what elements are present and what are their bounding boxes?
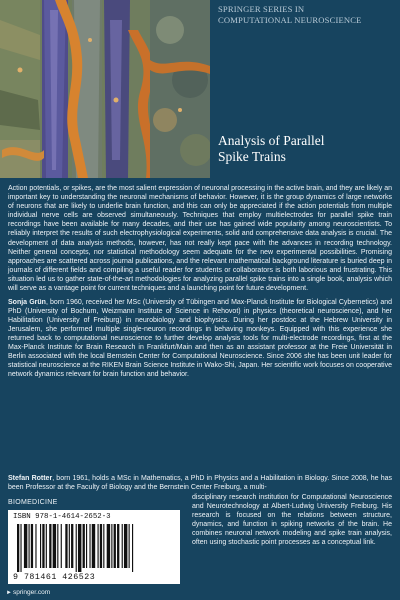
author-bio-grun — [8, 298, 392, 380]
author-name-rotter: Stefan Rotter — [8, 475, 53, 482]
subject-category: BIOMEDICINE — [8, 499, 58, 506]
series-line-1: SPRINGER SERIES IN — [218, 4, 305, 14]
website-text: springer.com — [12, 589, 51, 596]
author-name-grun: Sonja Grün — [8, 298, 46, 306]
title-line-1: Analysis of Parallel — [218, 133, 325, 148]
author-bio-grun-text: , born 1960, received her MSc (University of Tübingen and Max-Planck Institute for Biological Cybernetics) and PhD (University of Bochum, Weizmann Institute of Science in Rehovot) in physics (theoretical neuroscience), and her Habilitation (University of Freiburg) in neurobiology and biophysics. During her postdoc at the Hebrew University in Jerusalem, she performed multiple single-neuron recordings in behaving monkeys. Equipped with this experience she returned back to computational neuroscience to further develop analysis tools for multi-electrode recordings, first at the Max-Planck Institute for Brain Research in Frankfurt/Main and then as an assistant professor at the Freie Universität in Berlin associated with the local Bernstein Center for Computational Neuroscience. Since 2006 she has been unit leader for statistical neuroscience at the RIKEN Brain Science Institute in Wako-Shi, Japan. Her scientific work focuses on cooperative network dynamics relevant for brain function and behavior. — [8, 298, 392, 379]
isbn-label: ISBN 978-1-4614-2652-3 — [13, 513, 111, 521]
back-cover-text — [8, 184, 392, 384]
barcode-image — [13, 524, 175, 572]
author-bio-rotter-text-a: , born 1961, holds a MSc in Mathematics, a PhD in Physics and a Habilitation in Biology. Since 2008, he has been Professor at the Faculty of Biology and the Bernstein Center Freiburg, a multi- — [8, 475, 393, 492]
book-description: Action potentials, or spikes, are the most salient expression of neuronal processing in the active brain, and they are likely an important key to understanding the neuronal mechanisms of behavior. However, it is the group dynamics of large networks of neurons that are likely to underlie brain function, and this can only be appreciated if the action potentials from multiple individual nerve cells are observed simultaneously. Techniques that employ multielectrodes for parallel spike train recordings have been available for many decades, and their use has gained wide popularity among neuroscientists. To reliably interpret the results of such electrophysiological experiments, solid and comprehensive data analysis is crucial. The development of data analysis methods, however, has not really kept pace with the advances in recording technology. Neither general concepts, nor statistical methodology seem adequate for the new experimental possibilities. Promising approaches are scattered across journal publications, and the relevant mathematical background literature is buried deep in journals of different fields and compiling a useful reader for students or collaborators is both laborious and frustrating. This situation led us to gather state-of-the-art methodologies for analyzing parallel spike trains into a single book, analysis which will serve as a vantage point for current techniques and a launching point for future development. — [8, 185, 392, 293]
author-bio-rotter-text-b: disciplinary research institution for Computational Neuroscience and Neurotechnology at Albert-Ludwig University Freiburg. His research is focused on the relations between structure, dynamics, and function in spiking networks of the brain. He combines neuronal network modeling and spike train analysis, often using stochastic point processes as a conceptual link. — [192, 494, 392, 547]
barcode-digits: 9 781461 426523 — [13, 573, 96, 582]
arrow-icon: ► — [6, 590, 12, 596]
series-line-2: COMPUTATIONAL NEUROSCIENCE — [218, 14, 362, 25]
series-name — [218, 4, 398, 25]
publisher-website — [6, 589, 50, 596]
cover-artwork — [0, 0, 210, 178]
title-line-2: Spike Trains — [218, 149, 286, 164]
author-bio-rotter-continued — [192, 493, 392, 548]
author-bio-rotter — [8, 474, 392, 492]
barcode-panel — [8, 510, 180, 584]
book-title — [218, 133, 398, 165]
